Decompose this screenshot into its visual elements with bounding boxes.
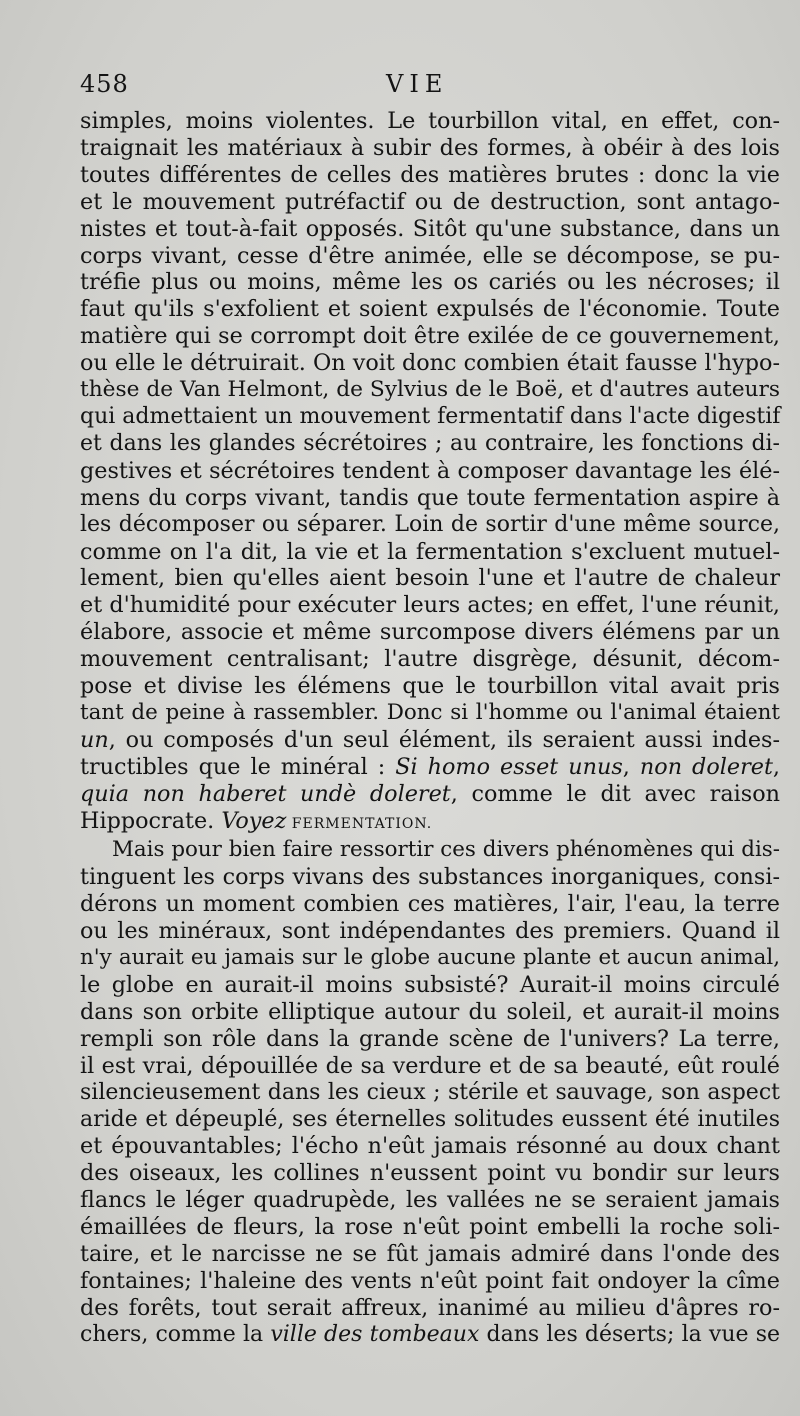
italic-word: un: [80, 726, 109, 753]
text-line: silencieusement dans les cieux ; stérile et sauvage, son aspect: [80, 1079, 780, 1105]
text-line: gestives et sécrétoires tendent à composer davantage les élé-: [80, 457, 780, 484]
text-line: toutes différentes de celles des matières brutes : donc la vie: [80, 161, 780, 188]
text-line: et épouvantables; l'écho n'eût jamais résonné au doux chant: [80, 1133, 780, 1160]
text-line: et le mouvement putréfactif ou de destruction, sont antago-: [80, 188, 780, 215]
text-line: mens du corps vivant, tandis que toute fermentation aspire à: [80, 484, 780, 511]
text-line: fontaines; l'haleine des vents n'eût point fait ondoyer la cîme: [80, 1267, 780, 1294]
paragraph-2: [80, 837, 780, 1348]
text-line: tant de peine à rassembler. Donc si l'homme ou l'animal étaient: [80, 699, 780, 725]
text-line: [80, 781, 780, 808]
text-fragment: , ou composés d'un seul élément, ils seraient aussi indes-: [108, 726, 780, 753]
text-line: dérons un moment combien ces matières, l'air, l'eau, la terre: [80, 891, 780, 918]
text-line: tréfie plus ou moins, même les os cariés ou les nécroses; il: [80, 269, 780, 296]
text-line: aride et dépeuplé, ses éternelles solitudes eussent été inutiles: [80, 1106, 780, 1132]
latin-quote: quia non haberet undè doleret: [80, 780, 451, 807]
italic-word: Voyez: [221, 807, 287, 834]
text-line: taire, et le narcisse ne se fût jamais admiré dans l'onde des: [80, 1241, 780, 1268]
text-line: émaillées de fleurs, la rose n'eût point embelli la roche soli-: [80, 1214, 780, 1241]
text-fragment: ,: [772, 753, 780, 780]
text-fragment: dans les déserts; la vue se: [479, 1321, 781, 1347]
text-line: faut qu'ils s'exfolient et soient expulsés de l'économie. Toute: [80, 296, 780, 323]
italic-phrase: ville des tombeaux: [270, 1321, 480, 1347]
text-line: traignait les matériaux à subir des formes, à obéir à des lois: [80, 134, 780, 161]
text-line: [80, 808, 780, 838]
text-line: et d'humidité pour exécuter leurs actes; en effet, l'une réunit,: [80, 592, 780, 619]
text-fragment: ,: [622, 753, 640, 780]
text-line: [80, 727, 780, 754]
text-line: [80, 1322, 780, 1349]
text-line: thèse de Van Helmont, de Sylvius de le Boë, et d'autres auteurs: [80, 377, 780, 403]
text-line: corps vivant, cesse d'être animée, elle se décompose, se pu-: [80, 242, 780, 269]
text-line: flancs le léger quadrupède, les vallées ne se seraient jamais: [80, 1187, 780, 1214]
text-line: des forêts, tout serait affreux, inanimé au milieu d'âpres ro-: [80, 1294, 780, 1321]
text-fragment: Hippocrate.: [80, 807, 222, 834]
latin-quote: Si homo esset unus: [395, 753, 623, 780]
text-line: nistes et tout-à-fait opposés. Sitôt qu'une substance, dans un: [80, 215, 780, 242]
text-line: [80, 754, 780, 781]
paragraph-1: [80, 108, 780, 837]
text-line: pose et divise les élémens que le tourbillon vital avait pris: [80, 673, 780, 700]
text-line: mouvement centralisant; l'autre disgrège, désunit, décom-: [80, 646, 780, 673]
text-line: tinguent les corps vivans des substances inorganiques, consi-: [80, 864, 780, 891]
text-line: élabore, associe et même surcompose divers élémens par un: [80, 619, 780, 646]
page-header: [80, 70, 780, 106]
text-line: matière qui se corrompt doit être exilée de ce gouvernement,: [80, 323, 780, 350]
cross-reference: FERMENTATION.: [286, 815, 433, 832]
text-line: comme on l'a dit, la vie et la fermentation s'excluent mutuel-: [80, 538, 780, 565]
page-number: 458: [80, 70, 129, 98]
text-line: qui admettaient un mouvement fermentatif dans l'acte digestif: [80, 403, 781, 429]
text-line: Mais pour bien faire ressortir ces divers phénomènes qui dis-: [112, 837, 780, 863]
text-line: ou les minéraux, sont indépendantes des premiers. Quand il: [80, 918, 780, 945]
latin-quote: non doleret: [639, 753, 773, 780]
text-line: n'y aurait eu jamais sur le globe aucune plante et aucun animal,: [80, 945, 780, 971]
running-head: VIE: [386, 70, 449, 98]
text-line: le globe en aurait-il moins subsisté? Aurait-il moins circulé: [80, 972, 780, 998]
text-line: les décomposer ou séparer. Loin de sortir d'une même source,: [80, 511, 780, 537]
text-line: des oiseaux, les collines n'eussent point vu bondir sur leurs: [80, 1160, 780, 1187]
body-text: [80, 108, 780, 1349]
text-line: rempli son rôle dans la grande scène de l'univers? La terre,: [80, 1025, 780, 1052]
text-line: ou elle le détruirait. On voit donc combien était fausse l'hypo-: [80, 350, 780, 377]
text-fragment: chers, comme la: [80, 1321, 271, 1347]
text-line: il est vrai, dépouillée de sa verdure et de sa beauté, eût roulé: [80, 1052, 780, 1079]
text-line: et dans les glandes sécrétoires ; au contraire, les fonctions di-: [80, 430, 780, 456]
text-line: lement, bien qu'elles aient besoin l'une et l'autre de chaleur: [80, 565, 780, 592]
text-line: simples, moins violentes. Le tourbillon vital, en effet, con-: [80, 108, 780, 134]
text-line: dans son orbite elliptique autour du soleil, et aurait-il moins: [80, 998, 780, 1025]
text-fragment: , comme le dit avec raison: [450, 780, 780, 807]
text-fragment: tructibles que le minéral :: [80, 753, 396, 780]
